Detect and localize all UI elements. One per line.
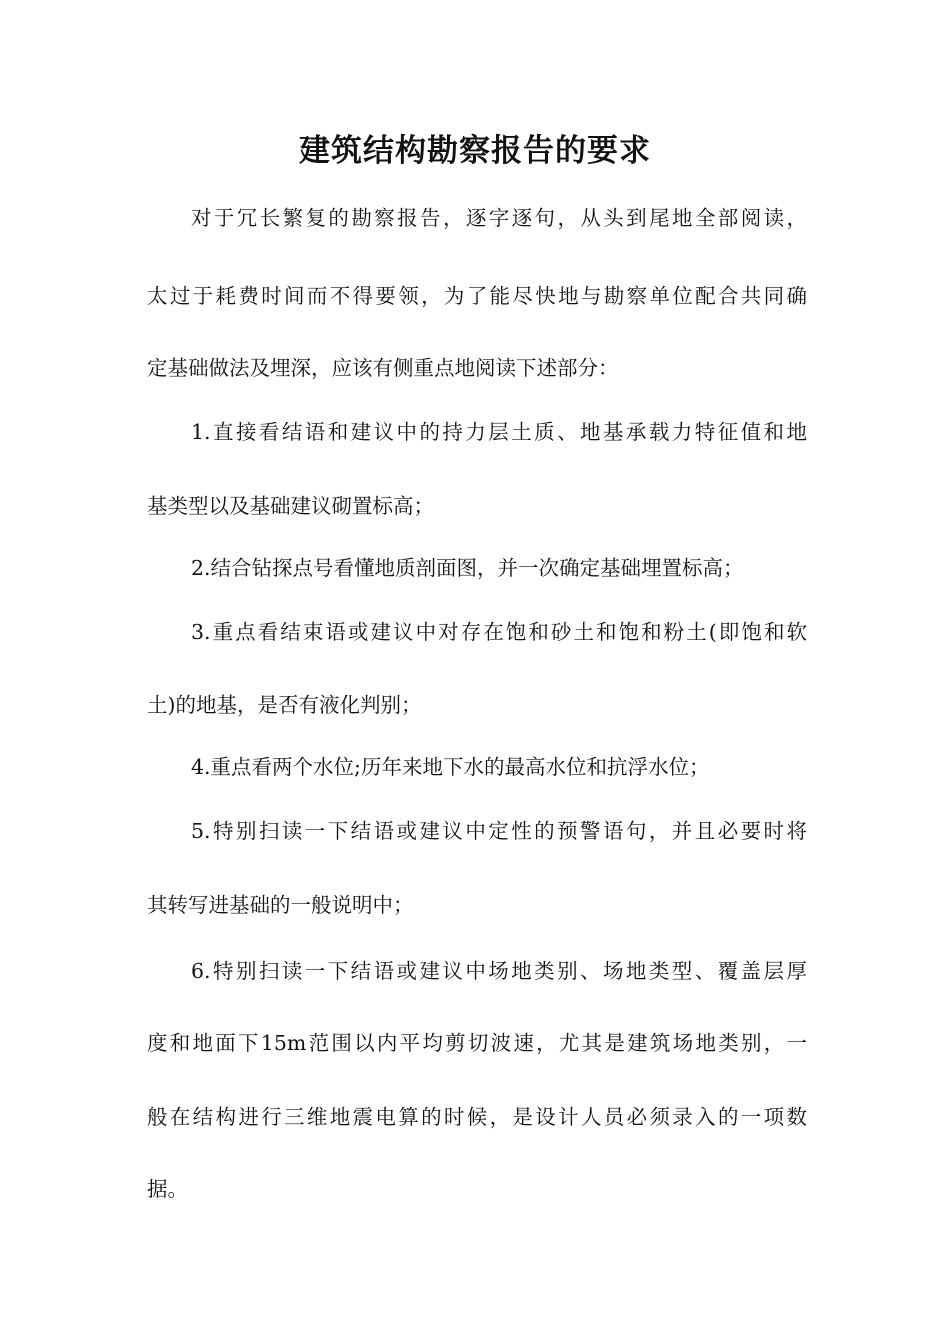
intro-line-3: 定基础做法及埋深，应该有侧重点地阅读下述部分： — [147, 356, 619, 380]
item-5-line-2: 其转写进基础的一般说明中； — [147, 893, 414, 917]
item-4-line-1: 4.重点看两个水位;历年来地下水的最高水位和抗浮水位； — [191, 755, 710, 779]
item-1-line-2: 基类型以及基础建议砌置标高； — [147, 494, 434, 518]
item-3-line-2: 土)的地基，是否有液化判别； — [147, 693, 422, 717]
document-title: 建筑结构勘察报告的要求 — [299, 133, 651, 169]
intro-line-1: 对于冗长繁复的勘察报告，逐字逐句，从头到尾地全部阅读， — [191, 206, 807, 230]
item-6-line-4: 据。 — [147, 1177, 188, 1201]
item-1-line-1: 1.直接看结语和建议中的持力层土质、地基承载力特征值和地 — [191, 420, 807, 444]
item-6-line-3: 般在结构进行三维地震电算的时候，是设计人员必须录入的一项数 — [147, 1105, 807, 1129]
intro-line-2: 太过于耗费时间而不得要领，为了能尽快地与勘察单位配合共同确 — [147, 284, 807, 308]
item-6-line-2: 度和地面下15m范围以内平均剪切波速，尤其是建筑场地类别，一 — [147, 1031, 807, 1055]
item-3-line-1: 3.重点看结束语或建议中对存在饱和砂土和饱和粉土(即饱和软 — [191, 620, 807, 644]
item-6-line-1: 6.特别扫读一下结语或建议中场地类别、场地类型、覆盖层厚 — [191, 959, 807, 983]
item-5-line-1: 5.特别扫读一下结语或建议中定性的预警语句，并且必要时将 — [191, 819, 807, 843]
item-2-line-1: 2.结合钻探点号看懂地质剖面图，并一次确定基础埋置标高； — [191, 556, 744, 580]
